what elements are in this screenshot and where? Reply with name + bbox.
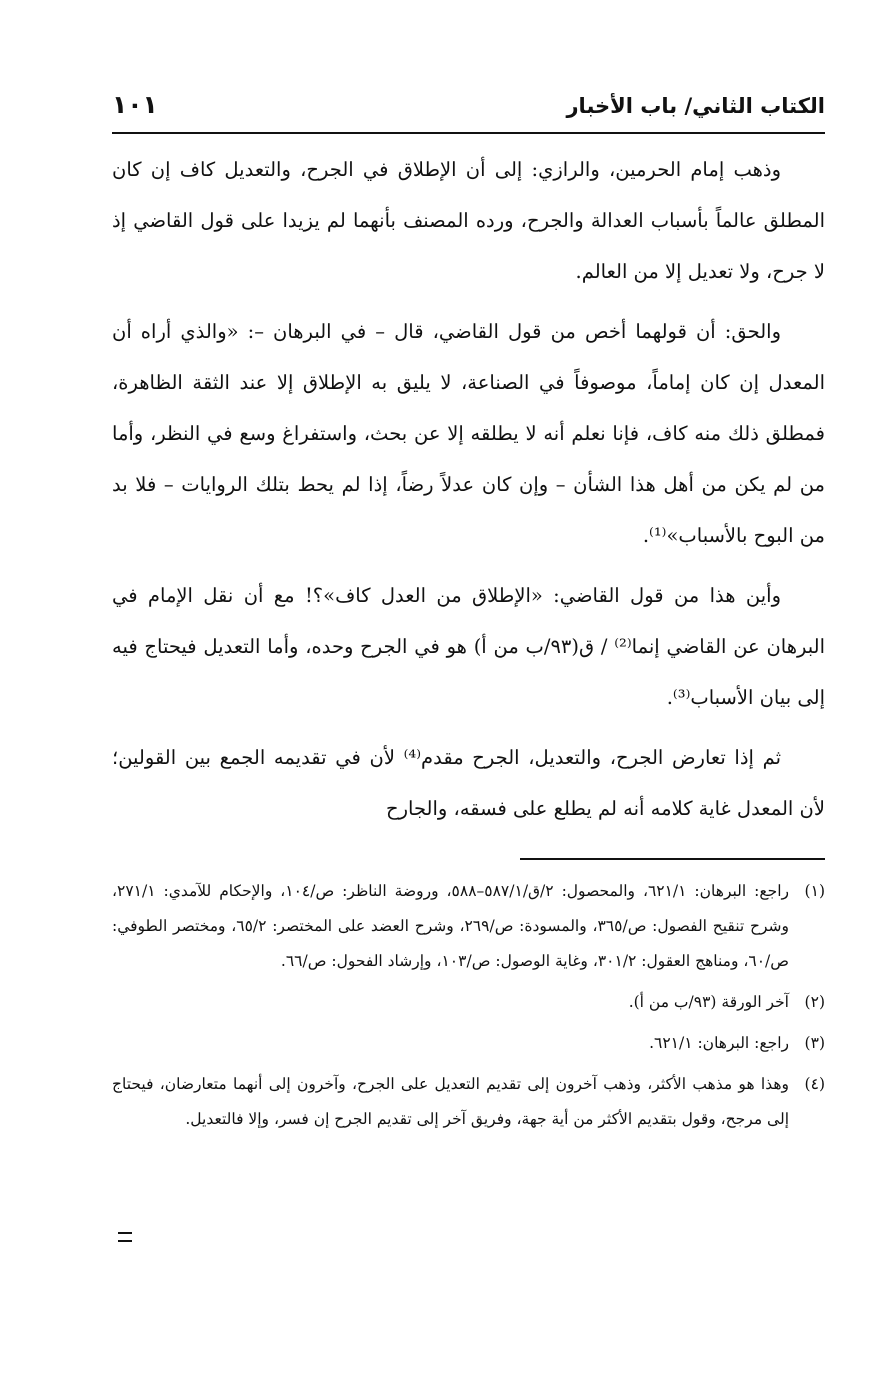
footnote [112,985,825,1020]
footnote-text: آخر الورقة (٩٣/ب من أ). [628,993,789,1011]
footnote-marker: (٤) [804,1075,825,1093]
continuation-mark [118,1232,132,1242]
footnote-text: راجع: البرهان: ٦٢١/١. [649,1034,789,1052]
footnote-separator [520,858,825,860]
paragraph: وذهب إمام الحرمين، والرازي: إلى أن الإطلاق في الجرح، والتعديل كاف إن كان المطلق عالماً بأسباب العدالة والجرح، ورده المصنف بأنهما لم يزيدا على قول القاضي إذ لا جرح، ولا تعديل إلا من العالم. [112,158,825,283]
main-text [112,144,825,843]
footnote-text: راجع: البرهان: ٦٢١/١، والمحصول: ٢/ق/٥٨٧/١–٥٨٨، وروضة الناظر: ص/١٠٤، والإحكام للآمدي: ٢٧١/١، وشرح تنقيح الفصول: ص/٣٦٥، والمسودة: ص/٢٦٩، وشرح العضد على المختصر: ٦٥/٢، ومختصر الطوفي: ص/٦٠، ومناهج العقول: ٣٠١/٢، وغاية الوصول: ص/١٠٣، وإرشاد الفحول: ص/٦٦. [112,882,790,970]
page-number: ١٠١ [112,90,158,119]
footnote-text: وهذا هو مذهب الأكثر، وذهب آخرون إلى تقديم التعديل على الجرح، وآخرون إلى أنهما متعارضان، فيحتاج إلى مرجح، وقول بتقديم الأكثر من أية جهة، وفريق آخر إلى تقديم الجرح إن فسر، وإلا فالتعديل. [112,1075,789,1128]
footnote-marker: (١) [804,882,825,900]
footnote [112,874,825,979]
paragraph: وأين هذا من قول القاضي: «الإطلاق من العدل كاف»؟! مع أن نقل الإمام في البرهان عن القاضي إنما⁽²⁾ / ق(٩٣/ب من أ) هو في الجرح وحده، وأما التعديل فيحتاج فيه إلى بيان الأسباب⁽³⁾. [112,584,825,709]
footnote-marker: (٣) [804,1034,825,1052]
paragraph: ثم إذا تعارض الجرح، والتعديل، الجرح مقدم⁽⁴⁾ لأن في تقديمه الجمع بين القولين؛ لأن المعدل غاية كلامه أنه لم يطلع على فسقه، والجارح [112,746,825,820]
page-header [112,84,825,134]
paragraph: والحق: أن قولهما أخص من قول القاضي، قال – في البرهان –: «والذي أراه أن المعدل إن كان إماماً، موصوفاً في الصناعة، لا يليق به الإطلاق إلا عند الثقة الظاهرة، فمطلق ذلك منه كاف، فإنا نعلم أنه لا يطلقه إلا عن بحث، واستفراغ وسع في النظر، وأما من لم يكن من أهل هذا الشأن – وإن كان عدلاً رضاً، إذا لم يحط بتلك الروايات – فلا بد من البوح بالأسباب»⁽¹⁾. [112,320,825,547]
footnote-marker: (٢) [804,993,825,1011]
running-title: الكتاب الثاني/ باب الأخبار [566,94,825,118]
footnotes [112,874,825,1143]
footnote [112,1067,825,1137]
footnote [112,1026,825,1061]
